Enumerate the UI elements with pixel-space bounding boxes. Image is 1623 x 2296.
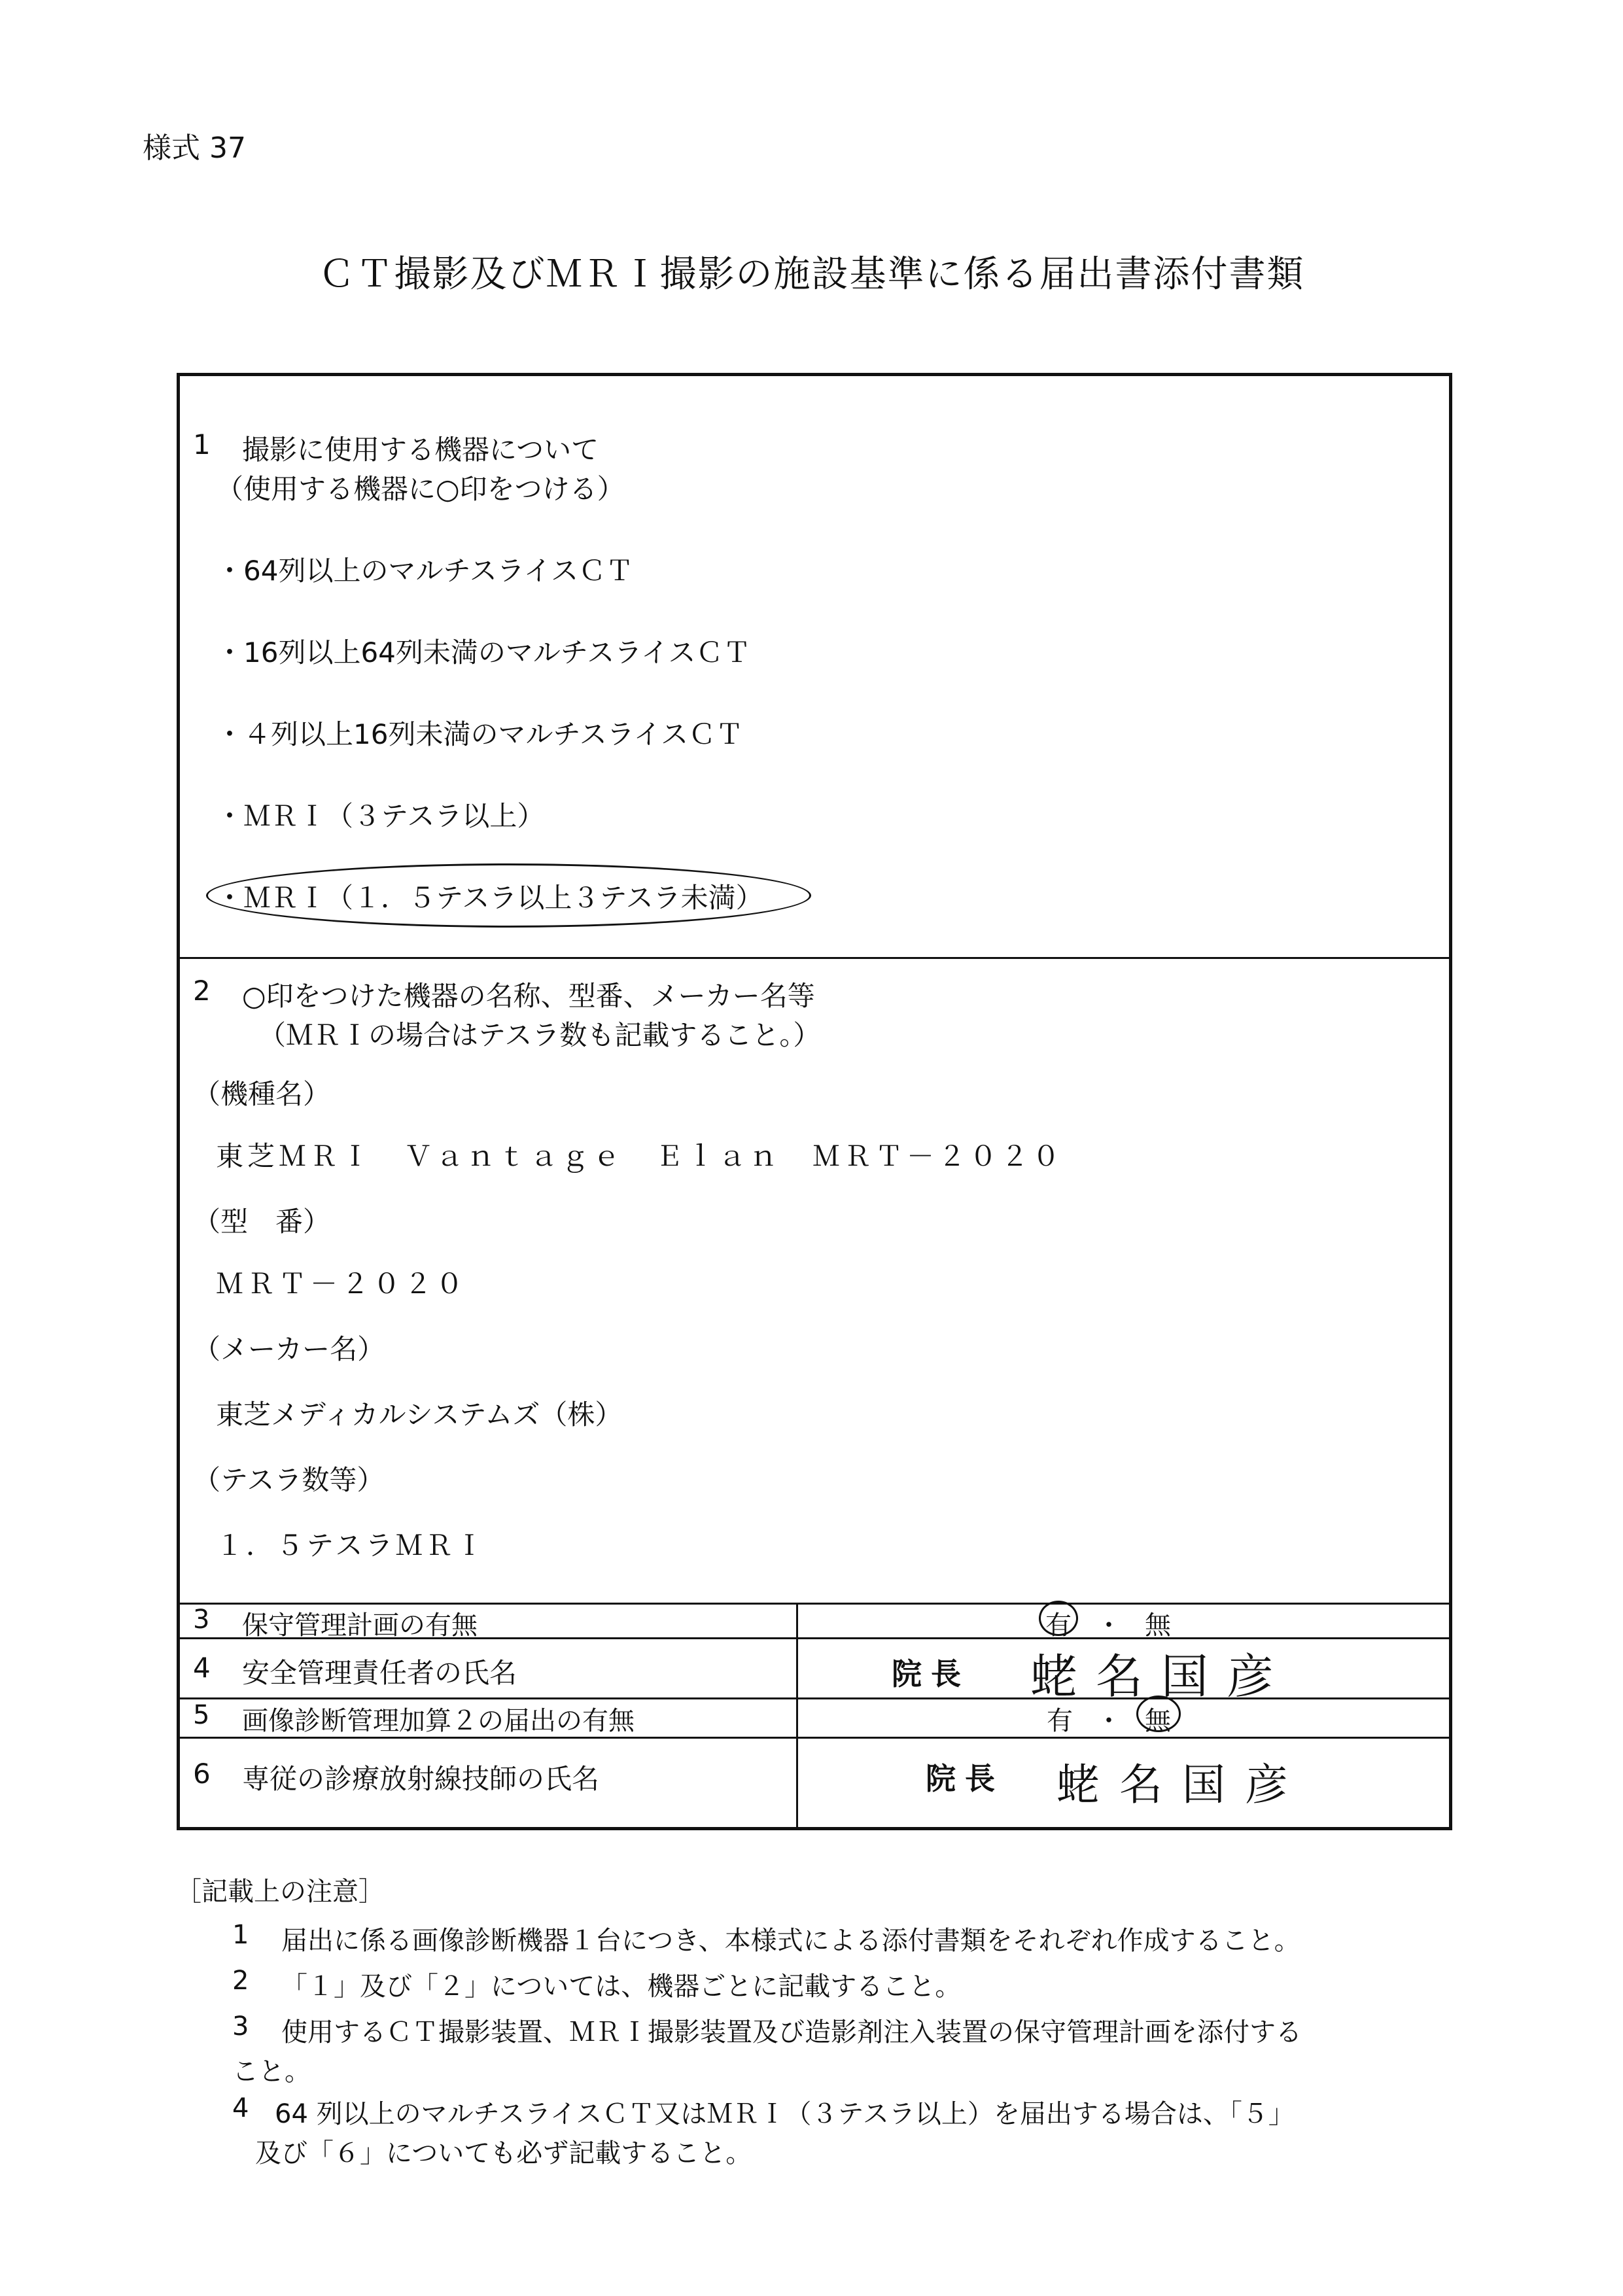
row3-number: 3 <box>193 1605 210 1635</box>
option-ct-4-16: ・４列以上16列未満のマルチスライスＣＴ <box>216 718 744 750</box>
option-ct-16-64: ・16列以上64列未満のマルチスライスＣＴ <box>216 636 751 669</box>
option-ct-64: ・64列以上のマルチスライスＣＴ <box>216 555 634 587</box>
row4-label: 安全管理責任者の氏名 <box>242 1657 517 1689</box>
row5-dot: ・ <box>1096 1706 1122 1736</box>
row3-yes-circle <box>1039 1601 1078 1636</box>
row6-role: 院長 <box>926 1761 1004 1796</box>
section1-number: 1 <box>193 428 211 461</box>
note-4-line-1: 64 列以上のマルチスライスＣＴ又はＭＲＩ（３テスラ以上）を届出する場合は、「５」 <box>275 2099 1295 2129</box>
section2-heading: ○印をつけた機器の名称、型番、メーカー名等 <box>242 980 815 1012</box>
row5-yes: 有 <box>1047 1706 1073 1736</box>
note-3-number: 3 <box>232 2011 249 2042</box>
row3-label: 保守管理計画の有無 <box>242 1610 478 1641</box>
option-mri-1-5t: ・ＭＲＩ（１．５テスラ以上３テスラ未満） <box>216 882 763 914</box>
row5-no-circle <box>1136 1696 1181 1732</box>
row4-name: 蛯名国彦 <box>1030 1649 1293 1704</box>
model-name-label: （機種名） <box>193 1078 331 1110</box>
selection-circle <box>206 863 811 928</box>
note-1-number: 1 <box>232 1920 249 1950</box>
model-number-value: ＭＲＴ－２０２０ <box>216 1268 468 1300</box>
row3-no: 無 <box>1145 1610 1171 1641</box>
row3-yes: 有 <box>1045 1610 1072 1641</box>
maker-label: （メーカー名） <box>193 1333 385 1365</box>
column-divider <box>796 1603 798 1828</box>
row6-name: 蛯名国彦 <box>1056 1760 1308 1810</box>
divider-section1 <box>180 957 1449 959</box>
tesla-label: （テスラ数等） <box>193 1464 385 1496</box>
note-3-line-1: 使用するＣＴ撮影装置、ＭＲＩ撮影装置及び造影剤注入装置の保守管理計画を添付する <box>281 2017 1302 2047</box>
row6-number: 6 <box>193 1758 211 1790</box>
row5-label: 画像診断管理加算２の届出の有無 <box>242 1706 635 1736</box>
section1-instruction: （使用する機器に○印をつける） <box>216 473 625 505</box>
form-table <box>177 373 1452 1830</box>
tesla-value: １．５テスラＭＲＩ <box>216 1529 486 1561</box>
note-2-number: 2 <box>232 1966 249 1996</box>
notes-title: ［記載上の注意］ <box>175 1877 385 1907</box>
model-number-label: （型 番） <box>193 1206 331 1238</box>
document-title: ＣＴ撮影及びＭＲＩ撮影の施設基準に係る届出書添付書類 <box>318 253 1305 296</box>
section2-number: 2 <box>193 975 211 1007</box>
note-4-number: 4 <box>232 2093 249 2123</box>
note-3-line-2: こと。 <box>232 2057 311 2087</box>
section2-instruction: （ＭＲＩの場合はテスラ数も記載すること。） <box>258 1019 821 1051</box>
section1-heading: 撮影に使用する機器について <box>242 434 599 466</box>
note-2-line-1: 「１」及び「２」については、機器ごとに記載すること。 <box>281 1972 962 2002</box>
row4-role: 院長 <box>892 1656 970 1692</box>
option-mri-3t: ・ＭＲＩ（３テスラ以上） <box>216 800 545 832</box>
form-number: 様式 37 <box>143 131 246 165</box>
model-name-value: 東芝ＭＲＩ Ｖａｎｔａｇｅ Ｅｌａｎ ＭＲＴ－２０２０ <box>216 1140 1064 1172</box>
row5-no: 無 <box>1145 1706 1171 1736</box>
row4-number: 4 <box>193 1652 211 1684</box>
note-1-line-1: 届出に係る画像診断機器１台につき、本様式による添付書類をそれぞれ作成すること。 <box>281 1926 1300 1956</box>
note-4-line-2: 及び「６」についても必ず記載すること。 <box>255 2138 752 2168</box>
maker-value: 東芝メディカルシステムズ（株） <box>216 1399 623 1431</box>
row5-number: 5 <box>193 1700 210 1730</box>
row6-label: 専従の診療放射線技師の氏名 <box>242 1763 600 1795</box>
row3-dot: ・ <box>1096 1610 1122 1641</box>
